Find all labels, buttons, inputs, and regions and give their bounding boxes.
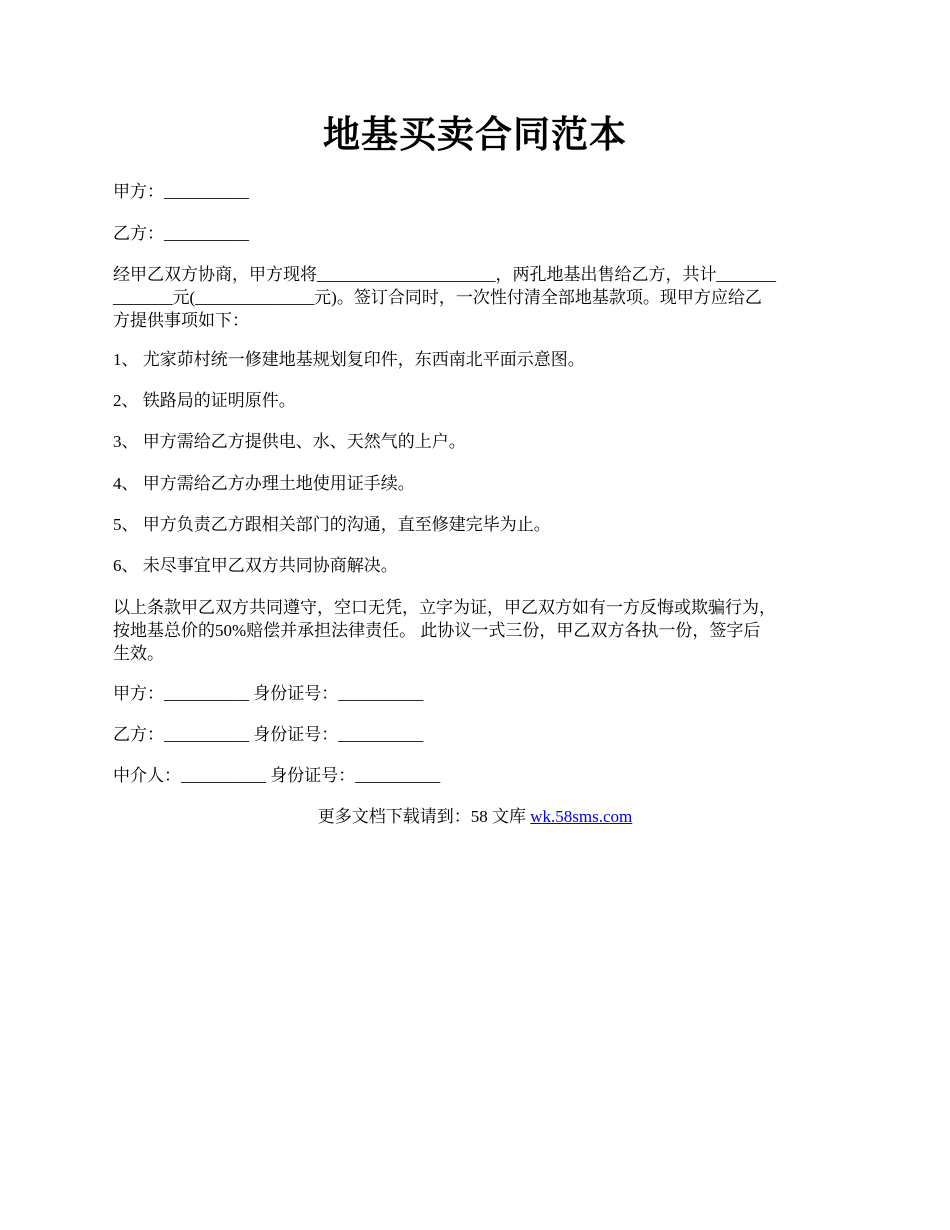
- list-item: 5、 甲方负责乙方跟相关部门的沟通，直至修建完毕为止。: [113, 515, 551, 534]
- party-b-line: 乙方：__________: [113, 224, 249, 243]
- party-a-line: 甲方：__________: [113, 182, 249, 201]
- intro-line: _______元(______________元)。签订合同时，一次性付清全部地基款项。现甲方应给乙: [113, 288, 762, 307]
- closing-paragraph: [113, 596, 843, 665]
- list-item: 6、 未尽事宜甲乙双方共同协商解决。: [113, 556, 398, 575]
- document-title: 地基买卖合同范本: [323, 115, 627, 156]
- closing-line: 生效。: [113, 644, 164, 663]
- intro-paragraph: [113, 263, 843, 332]
- signature-line-agent: 中介人：__________ 身份证号：__________: [113, 766, 441, 785]
- closing-line: 以上条款甲乙双方共同遵守，空口无凭，立字为证，甲乙双方如有一方反悔或欺骗行为，: [113, 598, 776, 617]
- signature-line-party-b: 乙方：__________ 身份证号：__________: [113, 725, 424, 744]
- list-item: 1、 尤家茆村统一修建地基规划复印件，东西南北平面示意图。: [113, 350, 585, 369]
- footer-link[interactable]: wk.58sms.com: [530, 807, 633, 826]
- intro-line: 经甲乙双方协商，甲方现将_____________________，两孔地基出售给乙方，共计_______: [113, 265, 776, 284]
- footer-text: 更多文档下载请到：58 文库: [317, 807, 531, 826]
- list-item: 3、 甲方需给乙方提供电、水、天然气的上户。: [113, 432, 466, 451]
- list-item: 4、 甲方需给乙方办理土地使用证手续。: [113, 474, 415, 493]
- intro-line: 方提供事项如下：: [113, 311, 249, 330]
- list-item: 2、 铁路局的证明原件。: [113, 391, 296, 410]
- closing-line: 按地基总价的50%赔偿并承担法律责任。 此协议一式三份，甲乙双方各执一份，签字后: [113, 621, 761, 640]
- footer-note: [0, 806, 950, 828]
- signature-line-party-a: 甲方：__________ 身份证号：__________: [113, 684, 424, 703]
